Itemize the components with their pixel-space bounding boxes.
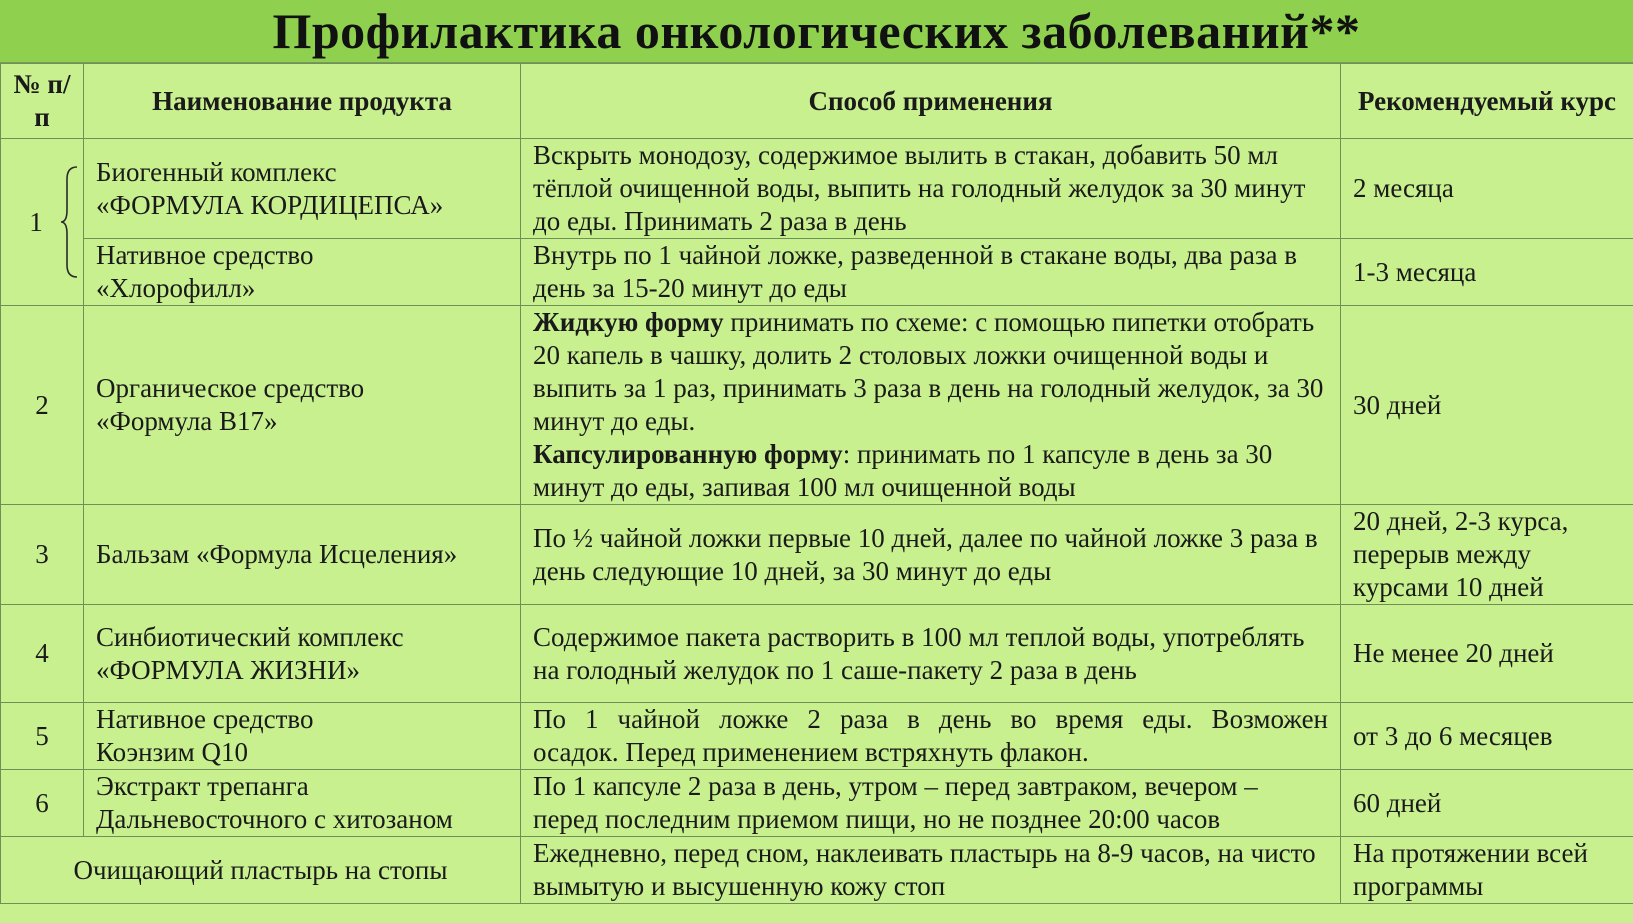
program-table	[0, 63, 1633, 904]
method-bold-label: Жидкую форму	[533, 307, 724, 337]
table-row	[1, 306, 1633, 505]
course-cell: 1-3 месяца	[1341, 239, 1633, 306]
header-product-name: Наименование продукта	[84, 64, 521, 139]
method-text: : принимать по 1 капсуле в день за 30 минут до еды, запивая 100 мл очищенной воды	[533, 439, 1273, 502]
product-name-cell	[84, 139, 521, 239]
method-cell: По 1 капсуле 2 раза в день, утром – перед завтраком, вечером – перед последним приемом пищи, но не позднее 20:00 часов	[521, 770, 1341, 837]
row-number: 5	[1, 703, 84, 770]
row-number	[1, 139, 84, 306]
table-row	[1, 239, 1633, 306]
product-name-line: Коэнзим Q10	[96, 737, 248, 767]
method-bold-label: Капсулированную форму	[533, 439, 843, 469]
header-method: Способ применения	[521, 64, 1341, 139]
table-header-row	[1, 64, 1633, 139]
row-number-value: 1	[29, 206, 43, 237]
method-cell: Вскрыть монодозу, содержимое вылить в стакан, добавить 50 мл тёплой очищенной воды, выпить на голодный желудок за 30 минут до еды. Принимать 2 раза в день	[521, 139, 1341, 239]
course-cell: Не менее 20 дней	[1341, 605, 1633, 703]
product-name-line: Биогенный комплекс	[96, 156, 337, 187]
product-name-cell	[84, 239, 521, 306]
product-name-line: Органическое средство	[96, 373, 365, 403]
method-cell: Внутрь по 1 чайной ложке, разведенной в стакане воды, два раза в день за 15-20 минут до еды	[521, 239, 1341, 306]
row-number: 3	[1, 505, 84, 605]
row-number: 6	[1, 770, 84, 837]
table-row	[1, 770, 1633, 837]
product-name-line: Экстракт трепанга	[96, 771, 309, 801]
product-name-line: Нативное средство	[96, 704, 314, 734]
product-name-line: Нативное средство	[96, 240, 314, 270]
product-name-line: «ФОРМУЛА КОРДИЦЕПСА»	[96, 189, 444, 220]
table-row	[1, 139, 1633, 239]
method-cell: Содержимое пакета растворить в 100 мл теплой воды, употреблять на голодный желудок по 1 саше-пакету 2 раза в день	[521, 605, 1341, 703]
curly-brace-icon	[59, 165, 79, 279]
table-row	[1, 505, 1633, 605]
row-number: 4	[1, 605, 84, 703]
product-name-line: «Формула В17»	[96, 406, 278, 436]
page-title: Профилактика онкологических заболеваний**	[0, 0, 1633, 63]
product-name-cell	[84, 605, 521, 703]
method-cell	[521, 703, 1341, 770]
course-cell: 20 дней, 2-3 курса, перерыв между курсами 10 дней	[1341, 505, 1633, 605]
product-name-cell	[84, 703, 521, 770]
header-num: № п/п	[1, 64, 84, 139]
header-course: Рекомендуемый курс	[1341, 64, 1633, 139]
product-name-line: Дальневосточного с хитозаном	[96, 804, 453, 834]
course-cell: 2 месяца	[1341, 139, 1633, 239]
table-row	[1, 605, 1633, 703]
product-name-cell: Бальзам «Формула Исцеления»	[84, 505, 521, 605]
product-name-cell	[84, 306, 521, 505]
course-cell: 60 дней	[1341, 770, 1633, 837]
method-cell: По ½ чайной ложки первые 10 дней, далее по чайной ложке 3 раза в день следующие 10 дней, за 30 минут до еды	[521, 505, 1341, 605]
method-cell: Ежедневно, перед сном, наклеивать пластырь на 8-9 часов, на чисто вымытую и высушенную кожу стоп	[521, 837, 1341, 904]
product-name-cell: Очищающий пластырь на стопы	[1, 837, 521, 904]
product-name-line: Синбиотический комплекс	[96, 621, 404, 652]
course-cell: от 3 до 6 месяцев	[1341, 703, 1633, 770]
product-name-cell	[84, 770, 521, 837]
method-line: осадок. Перед применением встряхнуть флакон.	[533, 737, 1089, 767]
product-name-line: «Хлорофилл»	[96, 273, 256, 303]
table-row	[1, 837, 1633, 904]
method-cell	[521, 306, 1341, 505]
method-line: По 1 чайной ложке 2 раза в день во время еды. Возможен	[533, 704, 1328, 734]
course-cell: На протяжении всей программы	[1341, 837, 1633, 904]
table-row	[1, 703, 1633, 770]
course-cell: 30 дней	[1341, 306, 1633, 505]
row-number: 2	[1, 306, 84, 505]
method-text: принимать по схеме: с помощью пипетки отобрать 20 капель в чашку, долить 2 столовых ложки очищенной воды и выпить за 1 раз, принимать 3 раза в день на голодный желудок, за 30 минут до еды.	[533, 307, 1324, 436]
product-name-line: «ФОРМУЛА ЖИЗНИ»	[96, 654, 361, 685]
